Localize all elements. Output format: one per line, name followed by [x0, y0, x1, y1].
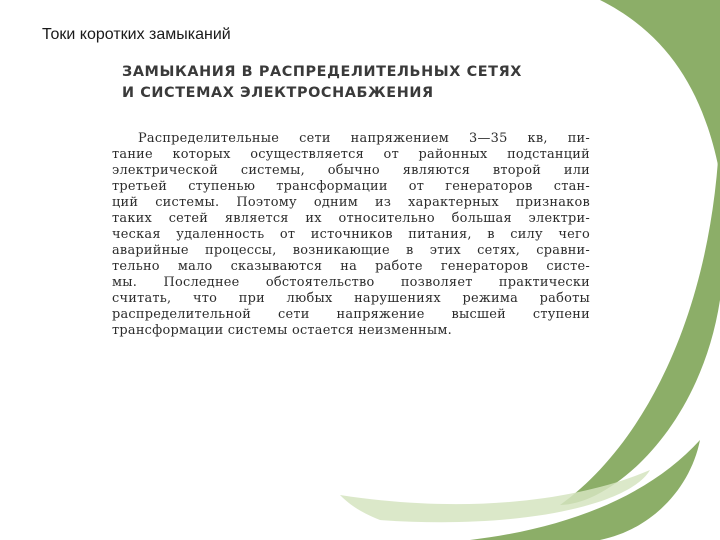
scanned-text-block: [112, 62, 607, 382]
paragraph-line: тание которых осуществляется от районных подстанций: [112, 147, 590, 162]
paragraph-line: ческая удаленность от источников питания, в силу чего: [112, 227, 590, 242]
paragraph-line: Распределительные сети напряжением 3—35 кв, пи-: [138, 131, 590, 146]
paragraph-line: ций системы. Поэтому одним из характерных признаков: [112, 195, 590, 210]
heading-line: ЗАМЫКАНИЯ В РАСПРЕДЕЛИТЕЛЬНЫХ СЕТЯХ: [122, 64, 522, 80]
body-paragraph: [112, 131, 607, 339]
paragraph-line: считать, что при любых нарушениях режима работы: [112, 291, 590, 306]
heading-line: И СИСТЕМАХ ЭЛЕКТРОСНАБЖЕНИЯ: [122, 85, 434, 101]
paragraph-line: распределительной сети напряжение высшей ступени: [112, 307, 590, 322]
paragraph-line: электрической системы, обычно являются второй или: [112, 163, 590, 178]
paragraph-line: третьей ступенью трансформации от генераторов стан-: [112, 179, 590, 194]
paragraph-line: мы. Последнее обстоятельство позволяет практически: [112, 275, 590, 290]
paragraph-line: тельно мало сказываются на работе генераторов систе-: [112, 259, 590, 274]
section-heading: [122, 62, 607, 104]
swoosh-top-right: [600, 0, 720, 175]
paragraph-line: таких сетей является их относительно большая электри-: [112, 211, 590, 226]
paragraph-line: трансформации системы остается неизменным.: [112, 323, 453, 338]
paragraph-line: аварийные процессы, возникающие в этих сетях, сравни-: [112, 243, 590, 258]
slide-title: Токи коротких замыканий: [42, 26, 231, 43]
